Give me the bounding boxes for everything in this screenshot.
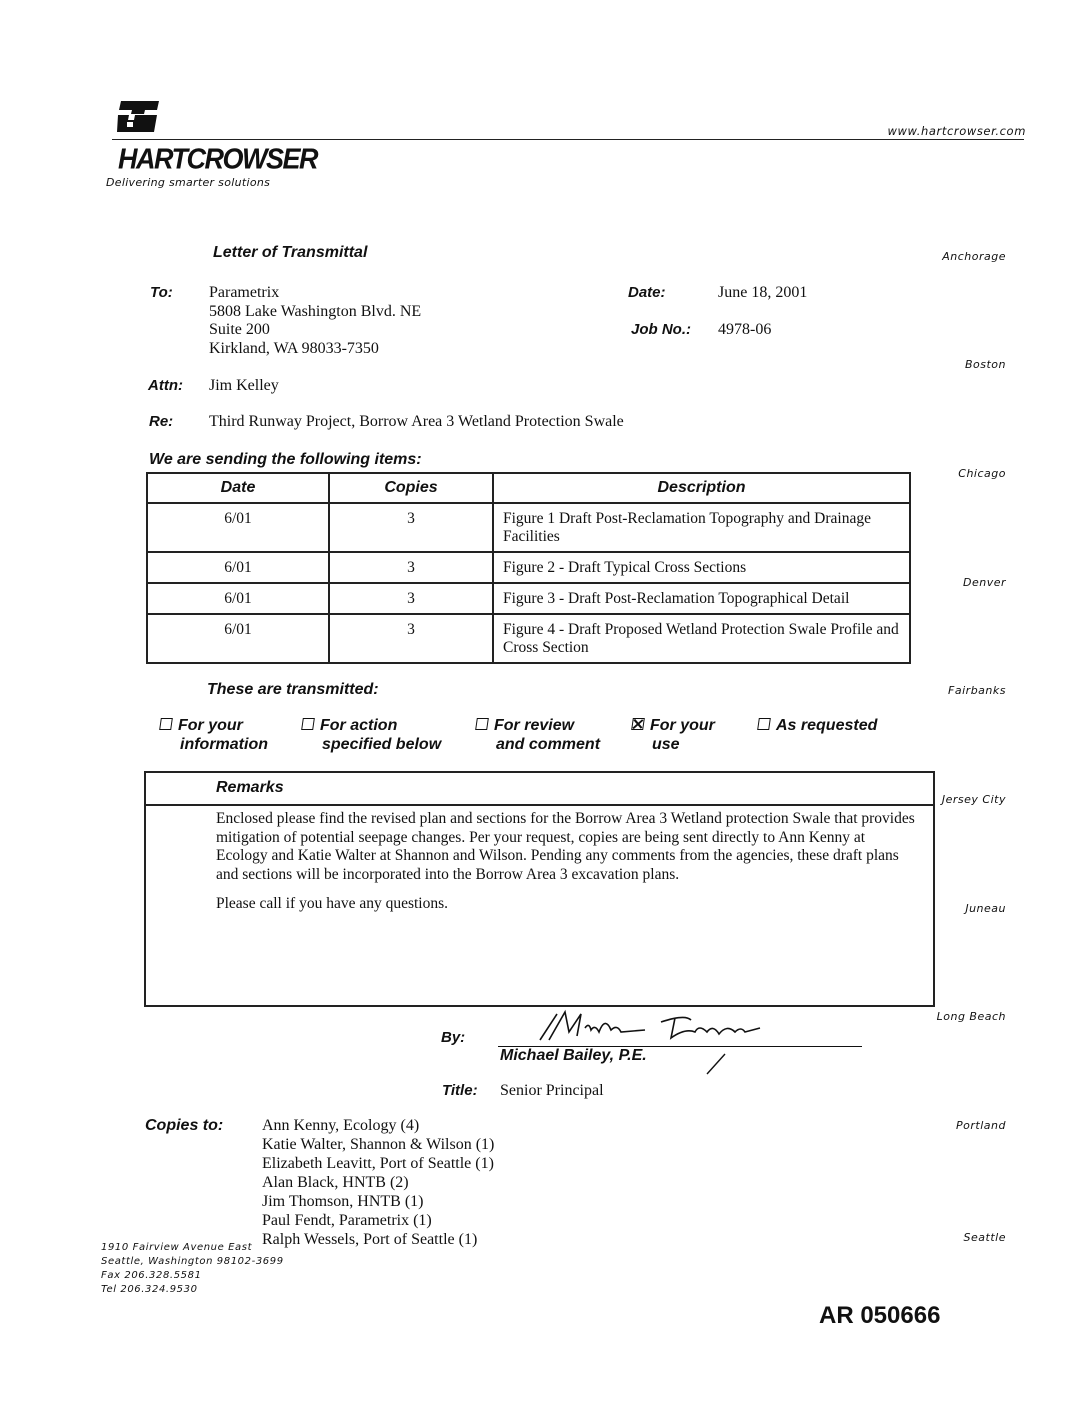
checkbox-unchecked-icon[interactable] <box>475 718 489 730</box>
column-header-date: Date <box>147 473 329 503</box>
cell-description: Figure 1 Draft Post-Reclamation Topography and Drainage Facilities <box>493 503 910 552</box>
header-rule <box>112 139 1024 140</box>
items-heading: We are sending the following items: <box>149 451 422 468</box>
address-line: Fax 206.328.5581 <box>101 1270 202 1281</box>
cell-description: Figure 2 - Draft Typical Cross Sections <box>493 552 910 583</box>
copies-to-list <box>262 1116 494 1249</box>
table-row <box>147 552 910 583</box>
option-label: For action <box>320 717 398 734</box>
cell-copies: 3 <box>329 552 493 583</box>
title-value: Senior Principal <box>500 1082 604 1099</box>
list-item: Katie Walter, Shannon & Wilson (1) <box>262 1136 495 1153</box>
signature-icon <box>535 1002 765 1082</box>
option-label: For your <box>650 717 715 734</box>
footer-address <box>101 1241 284 1297</box>
re-label: Re: <box>149 413 174 430</box>
option-as-requested[interactable] <box>758 716 877 735</box>
office-city: Jersey City <box>941 793 1006 806</box>
option-label: As requested <box>776 717 878 734</box>
by-label: By: <box>441 1029 466 1046</box>
list-item: Alan Black, HNTB (2) <box>262 1174 409 1191</box>
option-label: information <box>180 736 268 753</box>
cell-date: 6/01 <box>147 583 329 614</box>
attn-label: Attn: <box>148 377 183 394</box>
option-for-review[interactable] <box>476 716 600 754</box>
table-row <box>147 614 910 663</box>
office-city: Juneau <box>965 902 1006 915</box>
option-for-action[interactable] <box>302 716 441 754</box>
address-line: Tel 206.324.9530 <box>101 1284 198 1295</box>
list-item: Elizabeth Leavitt, Port of Seattle (1) <box>262 1155 494 1172</box>
checkbox-unchecked-icon[interactable] <box>301 718 315 730</box>
office-city: Anchorage <box>942 250 1006 263</box>
to-label: To: <box>150 284 173 301</box>
company-tagline: Delivering smarter solutions <box>106 176 271 189</box>
cell-date: 6/01 <box>147 552 329 583</box>
option-label: specified below <box>322 736 442 753</box>
remarks-paragraph: Please call if you have any questions. <box>216 895 449 913</box>
office-city: Chicago <box>958 467 1006 480</box>
cell-date: 6/01 <box>147 503 329 552</box>
option-label: For your <box>178 717 243 734</box>
attn-value: Jim Kelley <box>209 377 279 394</box>
to-line: Suite 200 <box>209 321 270 338</box>
office-city: Seattle <box>963 1231 1006 1244</box>
remarks-box <box>144 771 935 1007</box>
column-header-copies: Copies <box>329 473 493 503</box>
to-line: 5808 Lake Washington Blvd. NE <box>209 302 422 320</box>
job-no-value: 4978-06 <box>718 321 772 338</box>
option-for-your-use[interactable] <box>632 716 715 754</box>
remarks-header <box>146 773 933 806</box>
office-city: Long Beach <box>936 1010 1006 1023</box>
remarks-paragraph: Enclosed please find the revised plan and sections for the Borrow Area 3 Wetland protection Swale that provides mitigation of potential seepage changes. Per your request, copies are being sent directly to Ann Kenny at Ecology and Katie Walter at Shannon and Wilson. Pending any comments from the agencies, these draft plans and sections will be incorporated into the Borrow Area 3 excavation plans. <box>216 810 915 883</box>
re-value: Third Runway Project, Borrow Area 3 Wetland Protection Swale <box>209 413 624 430</box>
remarks-body <box>216 810 916 925</box>
document-title: Letter of Transmittal <box>213 244 368 261</box>
table-row <box>147 583 910 614</box>
copies-to-label: Copies to: <box>145 1117 224 1134</box>
office-city: Portland <box>956 1119 1006 1132</box>
date-label: Date: <box>628 284 666 301</box>
table-header-row <box>147 473 910 503</box>
to-line: Parametrix <box>209 284 280 301</box>
office-city: Fairbanks <box>948 684 1006 697</box>
table-row <box>147 503 910 552</box>
office-city: Boston <box>964 358 1006 371</box>
option-label: For review <box>494 717 575 734</box>
job-no-label: Job No.: <box>631 321 691 338</box>
title-label: Title: <box>442 1082 478 1099</box>
address-line: Seattle, Washington 98102-3699 <box>101 1256 284 1267</box>
list-item: Jim Thomson, HNTB (1) <box>262 1193 424 1210</box>
signer-name: Michael Bailey, P.E. <box>500 1047 647 1064</box>
company-website-link[interactable]: www.hartcrowser.com <box>887 124 1026 138</box>
checkbox-unchecked-icon[interactable] <box>159 718 173 730</box>
remarks-title: Remarks <box>216 779 284 796</box>
company-wordmark: HARTCROWSER <box>118 143 317 175</box>
cell-copies: 3 <box>329 583 493 614</box>
cell-copies: 3 <box>329 614 493 663</box>
address-line: 1910 Fairview Avenue East <box>101 1242 253 1253</box>
column-header-description: Description <box>493 473 910 503</box>
list-item: Ann Kenny, Ecology (4) <box>262 1117 420 1134</box>
option-label: use <box>652 736 680 753</box>
archive-number: AR 050666 <box>819 1302 941 1329</box>
checkbox-checked-icon[interactable] <box>631 718 645 730</box>
items-table <box>146 472 911 664</box>
cell-description: Figure 3 - Draft Post-Reclamation Topographical Detail <box>493 583 910 614</box>
to-address <box>209 284 421 358</box>
list-item: Ralph Wessels, Port of Seattle (1) <box>262 1231 478 1248</box>
hc-logo-mark-icon <box>117 101 161 133</box>
date-value: June 18, 2001 <box>718 284 808 301</box>
list-item: Paul Fendt, Parametrix (1) <box>262 1212 432 1229</box>
checkbox-unchecked-icon[interactable] <box>757 718 771 730</box>
option-label: and comment <box>496 736 601 753</box>
option-for-your-information[interactable] <box>160 716 268 754</box>
cell-date: 6/01 <box>147 614 329 663</box>
transmitted-heading: These are transmitted: <box>207 681 379 698</box>
cell-description: Figure 4 - Draft Proposed Wetland Protection Swale Profile and Cross Section <box>493 614 910 663</box>
cell-copies: 3 <box>329 503 493 552</box>
office-city: Denver <box>962 576 1006 589</box>
to-line: Kirkland, WA 98033-7350 <box>209 339 379 357</box>
